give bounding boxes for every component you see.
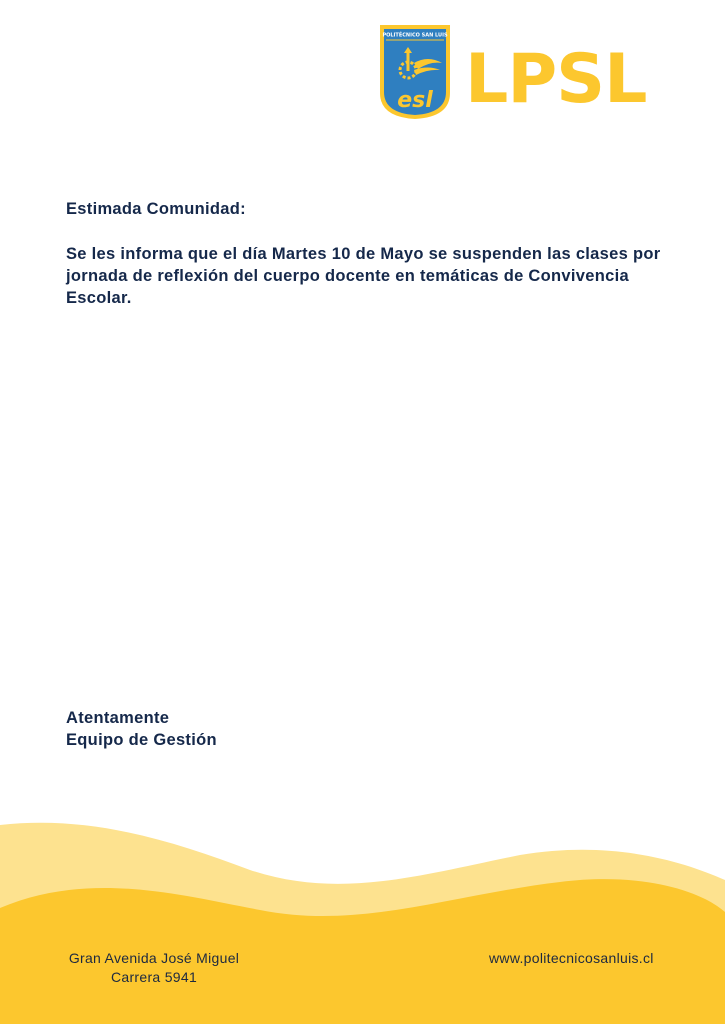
crest-initials: esl — [397, 88, 433, 113]
letter-greeting: Estimada Comunidad: — [66, 200, 246, 218]
footer-website-link[interactable]: www.politecnicosanluis.cl — [489, 950, 654, 966]
footer-wave-decoration — [0, 800, 725, 1024]
school-crest-logo — [378, 23, 452, 121]
footer-address — [60, 949, 248, 987]
brand-wordmark: LPSL — [465, 40, 647, 119]
closing-line-regards: Atentamente — [66, 709, 170, 727]
closing-line-signature: Equipo de Gestión — [66, 731, 217, 749]
address-line-1: Gran Avenida José Miguel — [68, 950, 240, 966]
letter-closing — [66, 707, 217, 751]
letter-body: Se les informa que el día Martes 10 de Mayo se suspenden las clases por jornada de reflexión del cuerpo docente en temáticas de Convivencia Escolar. — [66, 245, 661, 307]
crest-text: POLITÉCNICO SAN LUIS — [382, 32, 448, 39]
address-line-2: Carrera 5941 — [110, 969, 198, 985]
